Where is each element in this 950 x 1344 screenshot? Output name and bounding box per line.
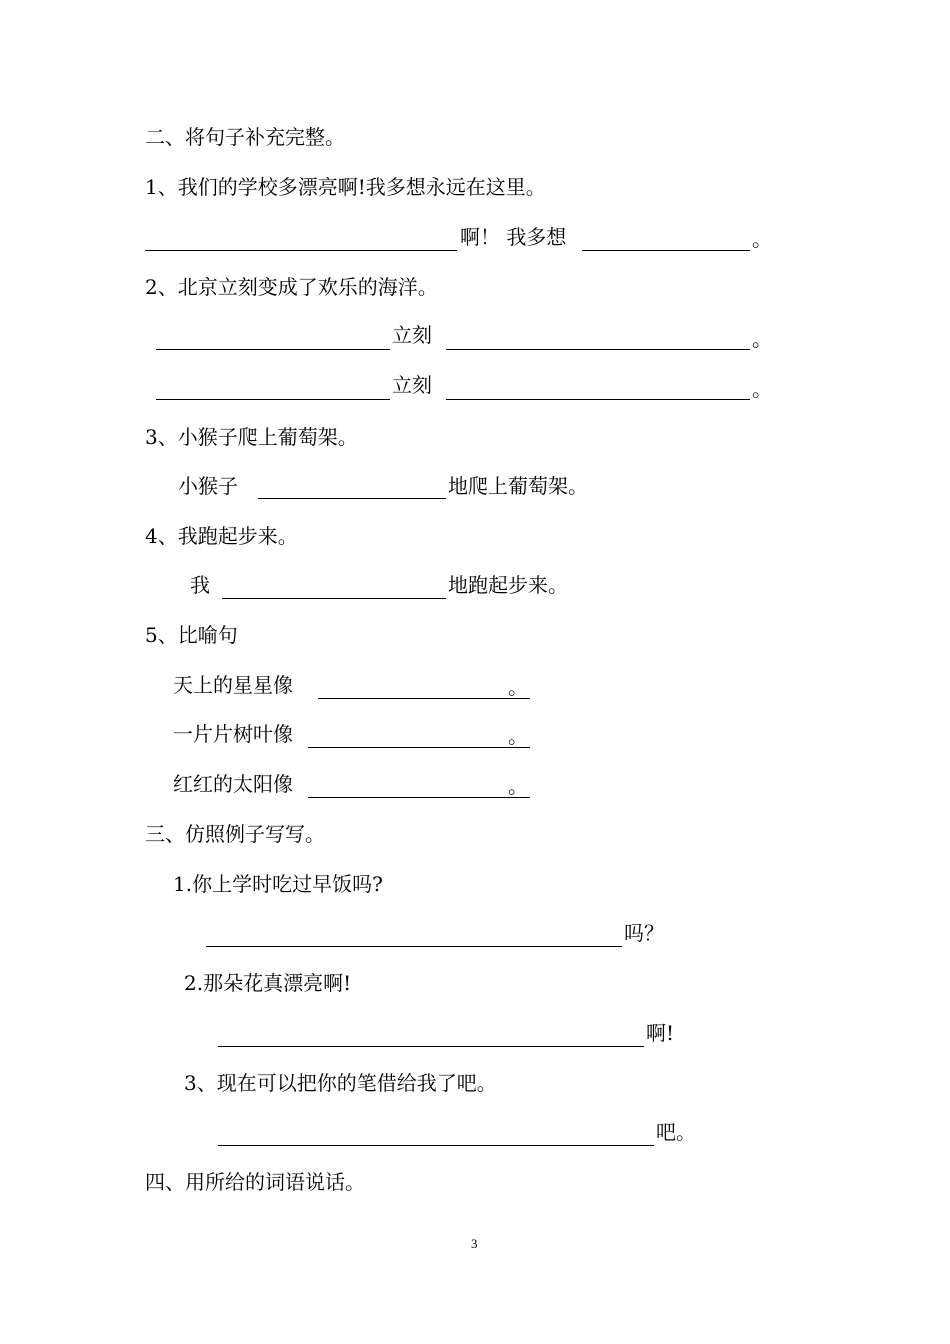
s3-item-2-prompt: 2.那朵花真漂亮啊!: [184, 971, 352, 995]
q3-start-text: 小猴子: [178, 474, 238, 498]
q1-blank-1[interactable]: [145, 250, 457, 251]
q4-end-text: 地跑起步来。: [448, 573, 568, 597]
s3-item-3-prompt: 3、现在可以把你的笔借给我了吧。: [184, 1071, 497, 1095]
q3-end-text: 地爬上葡萄架。: [448, 474, 588, 498]
q2-prompt: 2、北京立刻变成了欢乐的海洋。: [145, 275, 438, 299]
q1-middle-text: 啊！ 我多想: [460, 225, 567, 249]
section-3-heading: 三、仿照例子写写。: [145, 822, 325, 846]
q2-end-text-b: 。: [752, 377, 772, 401]
q3-blank[interactable]: [258, 498, 446, 499]
q5-line-1-start: 天上的星星像: [173, 673, 293, 697]
s3-item-1-end: 吗？: [624, 921, 664, 945]
s3-item-3-blank[interactable]: [218, 1145, 654, 1146]
s3-item-1-blank[interactable]: [206, 946, 622, 947]
q4-prompt: 4、我跑起步来。: [145, 524, 298, 548]
q5-line-2-blank[interactable]: [308, 747, 530, 748]
q5-line-3-start: 红红的太阳像: [173, 772, 293, 796]
q1-end-text: 。: [752, 227, 772, 251]
q4-start-text: 我: [190, 573, 210, 597]
q4-blank[interactable]: [222, 598, 446, 599]
q3-prompt: 3、小猴子爬上葡萄架。: [145, 425, 358, 449]
q5-line-1-blank[interactable]: [318, 698, 530, 699]
q5-prompt: 5、比喻句: [145, 623, 238, 647]
page-number: 3: [471, 1236, 478, 1251]
q2-blank-1a[interactable]: [156, 349, 390, 350]
q2-middle-text-b: 立刻: [392, 373, 432, 397]
q2-end-text-a: 。: [752, 327, 772, 351]
q5-line-2-start: 一片片树叶像: [173, 722, 293, 746]
q2-blank-2b[interactable]: [446, 399, 750, 400]
q5-line-2-end: 。: [508, 724, 528, 748]
q2-blank-1b[interactable]: [446, 349, 750, 350]
section-4-heading: 四、用所给的词语说话。: [145, 1170, 365, 1194]
s3-item-2-end: 啊!: [646, 1021, 675, 1045]
q1-blank-2[interactable]: [582, 250, 750, 251]
q5-line-3-end: 。: [508, 774, 528, 798]
q2-blank-2a[interactable]: [156, 399, 390, 400]
q1-prompt: 1、我们的学校多漂亮啊!我多想永远在这里。: [145, 175, 546, 199]
s3-item-3-end: 吧。: [656, 1120, 696, 1144]
q5-line-3-blank[interactable]: [308, 797, 530, 798]
s3-item-2-blank[interactable]: [218, 1046, 644, 1047]
q5-line-1-end: 。: [508, 675, 528, 699]
s3-item-1-prompt: 1.你上学时吃过早饭吗?: [173, 872, 383, 896]
section-2-heading: 二、将句子补充完整。: [145, 125, 345, 149]
q2-middle-text-a: 立刻: [392, 323, 432, 347]
